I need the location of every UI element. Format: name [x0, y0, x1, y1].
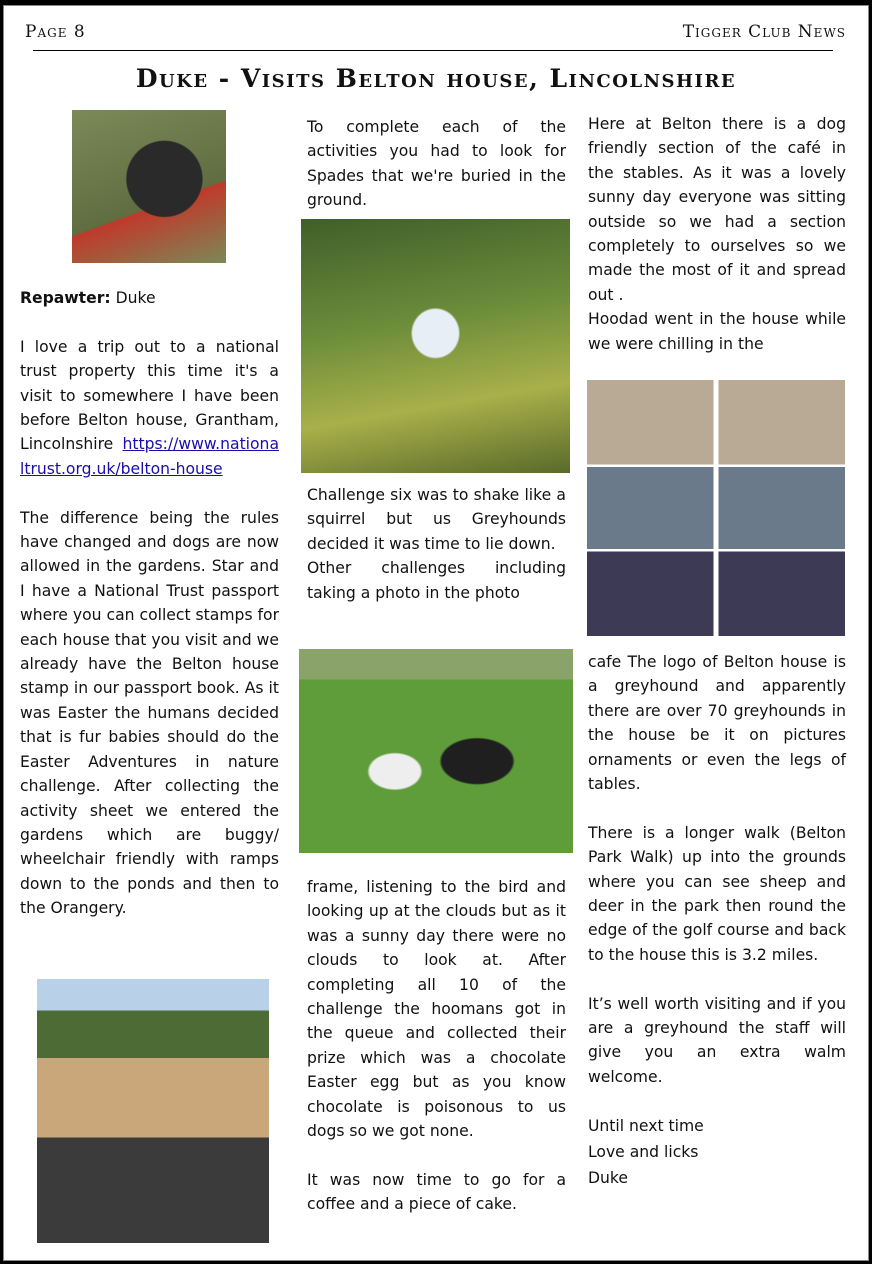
paragraph: The difference being the rules have changed and dogs are now allowed in the gardens. Star and I have a National Trust passport where you can collect stamps for each house that you visit and we already have the Belton house stamp in our passport book. As it was Easter the humans decided that is fur babies should do the Easter Adventures in nature challenge. After collecting the activity sheet we entered the gardens which are buggy/ wheelchair friendly with ramps down to the ponds and then to the Orangery.: [20, 508, 279, 918]
paragraph: To complete each of the activities you had to look for Spades that we're buried in the ground.: [307, 118, 566, 210]
photo-cafe-collage: [587, 380, 845, 636]
paragraph: It was now time to go for a coffee and a piece of cake.: [307, 1170, 566, 1214]
paragraph: cafe The logo of Belton house is a greyhound and apparently there are over 70 greyhounds in the house be it on pictures ornaments or even the legs of tables.: [588, 653, 846, 794]
paragraph: There is a longer walk (Belton Park Walk) up into the grounds where you can see sheep and deer in the park then round the edge of the golf course and back to the house this is 3.2 miles.: [588, 823, 846, 964]
paragraph: I love a trip out to a national trust property this time it's a visit to somewhere I have been before Belton house, Grantham, Lincolnshire: [20, 337, 279, 454]
photo-greyhounds-lying: [299, 649, 573, 853]
publication-name: Tigger Club News: [682, 22, 846, 42]
column-3-bottom: [588, 650, 846, 1191]
signoff-line: Love and licks: [588, 1143, 699, 1162]
reporter-name: Duke: [115, 289, 156, 307]
belton-house-link[interactable]: https://www.nationaltrust.org.uk/belton-house: [20, 435, 279, 478]
paragraph: Hoodad went in the house while we were chilling in the: [588, 310, 846, 353]
paragraph: Here at Belton there is a dog friendly section of the café in the stables. As it was a lovely sunny day everyone was sitting outside so we had a section completely to ourselves so we made the most of it and spread out .: [588, 115, 846, 304]
header-rule: [33, 50, 833, 51]
column-3-top: [588, 112, 846, 356]
column-2-mid: [307, 483, 566, 605]
photo-spade-sign: [301, 219, 570, 473]
photo-duke-portrait: [72, 110, 226, 263]
column-1: [20, 286, 279, 921]
page-number: Page 8: [25, 22, 86, 42]
paragraph: Challenge six was to shake like a squirrel but us Greyhounds decided it was time to lie down.: [307, 486, 566, 553]
article-title: Duke - Visits Belton house, Lincolnshire: [135, 64, 737, 93]
paragraph: frame, listening to the bird and looking up at the clouds but as it was a sunny day there were no clouds to look at. After completing all 10 of the challenge the hoomans got in the queue and collected their prize which was a chocolate Easter egg but as you know chocolate is poisonous to us dogs so we got none.: [307, 878, 566, 1141]
reporter-label: Repawter:: [20, 289, 111, 307]
paragraph: It’s well worth visiting and if you are a greyhound the staff will give you an extra walm welcome.: [588, 994, 846, 1086]
paragraph: Other challenges including taking a photo in the photo: [307, 559, 566, 602]
signoff-line: Duke: [588, 1169, 628, 1188]
photo-garden-walkway: [37, 979, 269, 1243]
signoff-line: Until next time: [588, 1116, 704, 1135]
column-2-bottom: [307, 875, 566, 1217]
